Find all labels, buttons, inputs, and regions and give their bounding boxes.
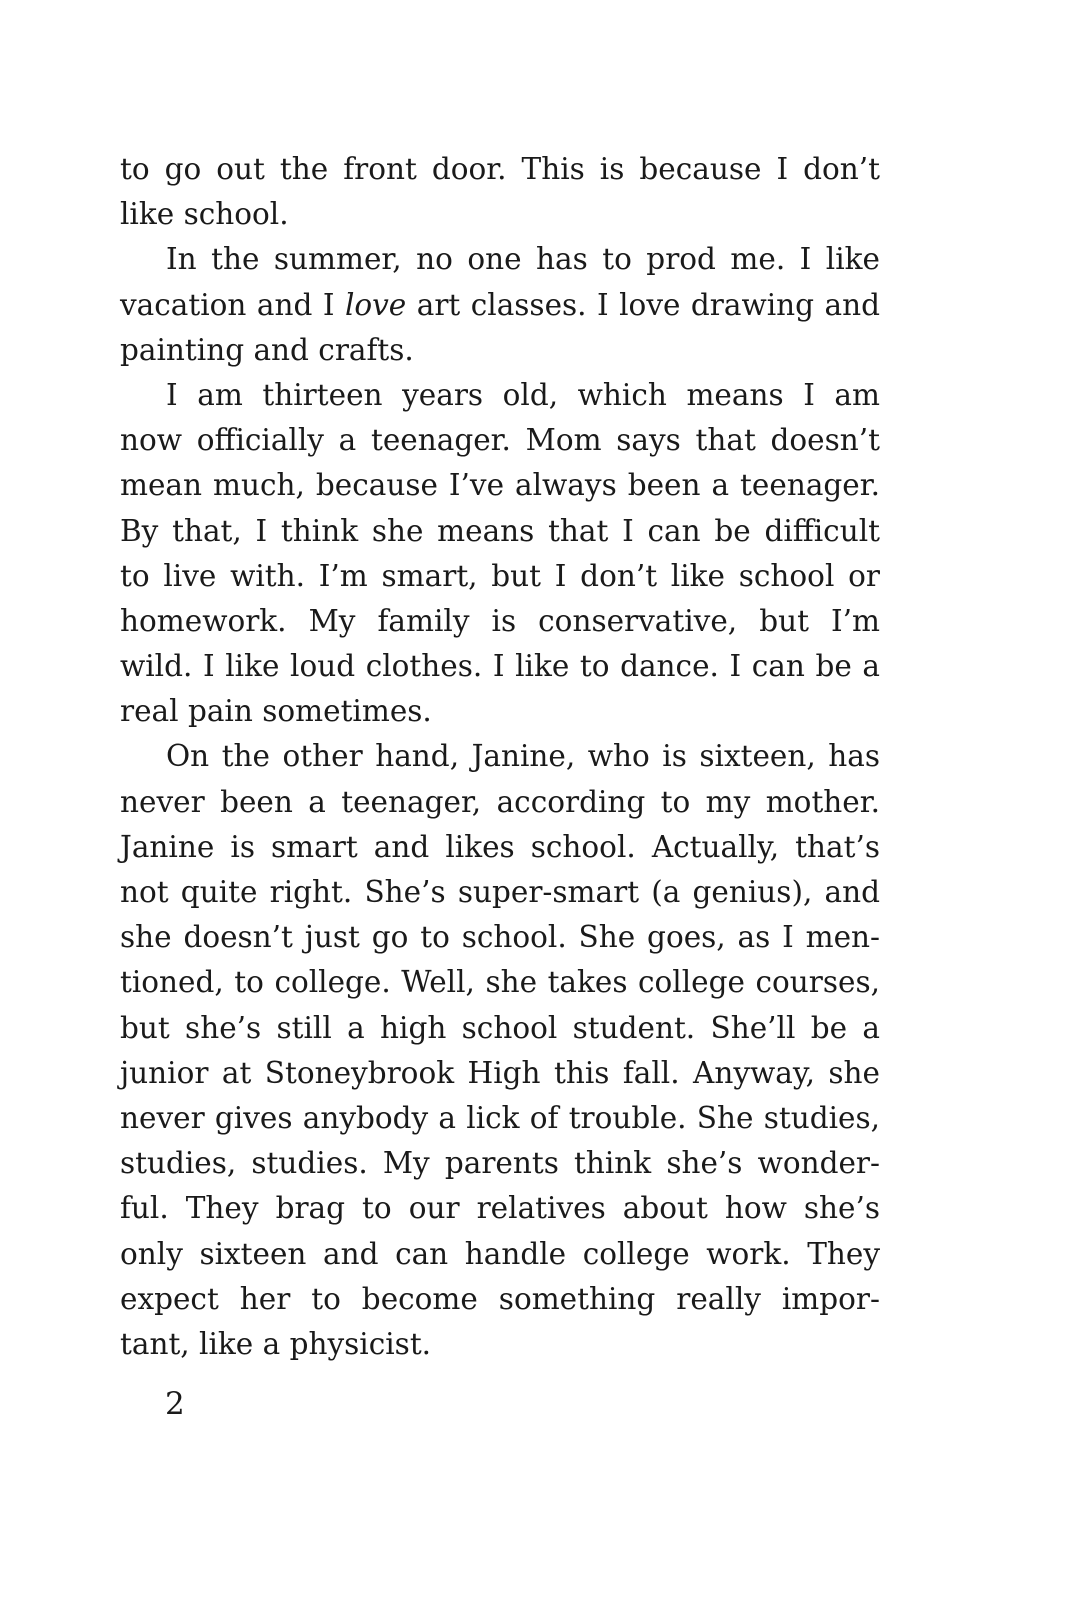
text-line: By that, I think she means that I can be difficult — [120, 513, 880, 548]
text-line: tant, like a physicist. — [120, 1326, 432, 1361]
text-line: expect her to become something really impor- — [120, 1281, 880, 1316]
text-line: tioned, to college. Well, she takes college courses, — [120, 965, 880, 1000]
text-line: real pain sometimes. — [120, 694, 432, 729]
text-line: In the summer, no one has to prod me. I like — [166, 242, 880, 277]
text-line: ful. They brag to our relatives about how she’s — [120, 1191, 880, 1226]
text-line: to go out the front door. This is because I don’t — [120, 152, 880, 186]
text-segment: vacation and I — [120, 287, 345, 322]
text-line: never gives anybody a lick of trouble. She studies, — [120, 1100, 880, 1135]
emphasized-word: love — [344, 287, 407, 322]
text-line: not quite right. She’s super-smart (a genius), and — [120, 875, 880, 909]
text-line: Janine is smart and likes school. Actually, that’s — [120, 829, 880, 864]
text-line: wild. I like loud clothes. I like to dance. I can be a — [120, 649, 880, 684]
text-line: I am thirteen years old, which means I am — [166, 377, 880, 412]
text-line: studies, studies. My parents think she’s wonder- — [120, 1146, 880, 1181]
text-line: never been a teenager, according to my mother. — [120, 784, 880, 819]
text-line: junior at Stoneybrook High this fall. Anyway, she — [120, 1055, 880, 1090]
text-line — [120, 283, 880, 328]
text-line: only sixteen and can handle college work. They — [120, 1236, 880, 1271]
text-segment: art classes. I love drawing and — [406, 287, 880, 322]
text-line: On the other hand, Janine, who is sixteen, has — [166, 739, 880, 774]
page-number: 2 — [165, 1386, 185, 1422]
text-line: mean much, because I’ve always been a teenager. — [120, 468, 880, 503]
text-line: to live with. I’m smart, but I don’t like school or — [120, 558, 880, 593]
body-text — [120, 147, 880, 1367]
text-line: like school. — [120, 197, 289, 232]
text-line: but she’s still a high school student. She’ll be a — [120, 1010, 880, 1045]
text-line: homework. My family is conservative, but I’m — [120, 603, 880, 638]
text-line: now officially a teenager. Mom says that doesn’t — [120, 423, 880, 458]
text-line: she doesn’t just go to school. She goes, as I men- — [120, 920, 880, 955]
text-line: painting and crafts. — [120, 332, 414, 367]
